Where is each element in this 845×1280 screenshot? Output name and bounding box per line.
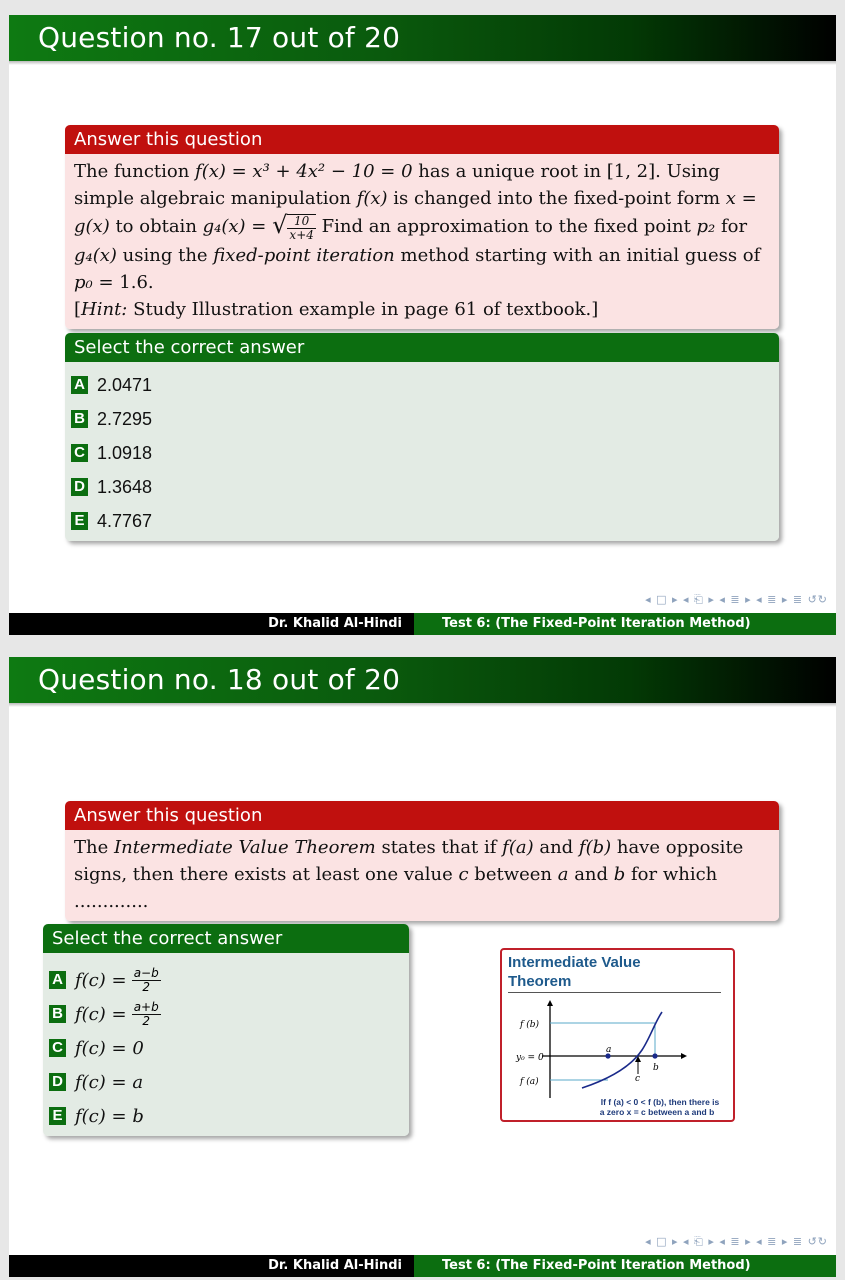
slide-title-bar bbox=[9, 657, 836, 703]
question-text-part: method starting with an initial guess of bbox=[394, 245, 761, 266]
option-value: f(c) = 0 bbox=[75, 1037, 144, 1059]
hint-text: Study Illustration example in page 61 of textbook.] bbox=[127, 299, 599, 320]
footer-test-title: Test 6: (The Fixed-Point Iteration Method) bbox=[414, 1255, 836, 1277]
slide-question-18 bbox=[9, 657, 836, 1277]
option-b[interactable] bbox=[71, 402, 779, 436]
option-a[interactable] bbox=[49, 963, 409, 997]
title-shadow bbox=[9, 61, 836, 65]
option-value: 2.7295 bbox=[97, 408, 153, 429]
question-heading: Answer this question bbox=[65, 801, 779, 830]
slide-footer bbox=[9, 1255, 836, 1277]
answer-heading: Select the correct answer bbox=[65, 333, 779, 362]
g4-lhs: g₄(x) = bbox=[202, 216, 267, 237]
figure-caption-line2: a zero x = c between a and b bbox=[599, 1107, 715, 1117]
slide-question-17 bbox=[9, 15, 836, 635]
question-text-part: between bbox=[468, 864, 558, 885]
option-value: 2.0471 bbox=[97, 374, 153, 395]
question-heading: Answer this question bbox=[65, 125, 779, 154]
option-d[interactable] bbox=[49, 1065, 409, 1099]
footer-author: Dr. Khalid Al-Hindi bbox=[9, 1255, 414, 1277]
label-b: b bbox=[653, 1063, 659, 1073]
fraction-denominator: x+4 bbox=[289, 228, 314, 242]
option-letter: E bbox=[49, 1107, 66, 1125]
y-axis-arrow bbox=[547, 1000, 553, 1006]
option-value: f(c) = b bbox=[75, 1105, 144, 1127]
fixed-point-form: x = g(x) bbox=[74, 188, 757, 237]
fb-symbol: f(b) bbox=[578, 837, 612, 858]
answer-heading: Select the correct answer bbox=[43, 924, 409, 953]
sqrt-symbol: √ bbox=[272, 211, 288, 239]
option-letter: D bbox=[71, 478, 88, 496]
fraction-numerator: 10 bbox=[287, 215, 315, 229]
option-c[interactable] bbox=[71, 436, 779, 470]
label-c: c bbox=[635, 1074, 641, 1084]
option-e[interactable] bbox=[71, 504, 779, 538]
question-text-part: for bbox=[715, 216, 748, 237]
fraction-numerator: a−b bbox=[133, 965, 159, 980]
question-text-part: = 1.6. bbox=[92, 272, 154, 293]
label-fa: f (a) bbox=[520, 1077, 539, 1087]
slide-title-bar bbox=[9, 15, 836, 61]
question-text-part: and bbox=[568, 864, 614, 885]
p2-symbol: p₂ bbox=[696, 216, 716, 237]
slide-footer bbox=[9, 613, 836, 635]
question-text bbox=[65, 830, 779, 921]
option-d[interactable] bbox=[71, 470, 779, 504]
question-block bbox=[65, 801, 779, 921]
option-letter: C bbox=[71, 444, 88, 462]
question-text-part: have opposite signs, then there exists at least one value bbox=[74, 837, 744, 885]
label-fb: f (b) bbox=[520, 1020, 539, 1030]
option-b[interactable] bbox=[49, 997, 409, 1031]
answer-options bbox=[65, 362, 779, 541]
question-text-part: and bbox=[533, 837, 579, 858]
option-letter: E bbox=[71, 512, 88, 530]
option-fraction bbox=[132, 967, 161, 994]
fraction-numerator: a+b bbox=[133, 999, 159, 1014]
beamer-navigation[interactable]: ◂ □ ▸ ◂ ⎗ ▸ ◂ ≣ ▸ ◂ ≣ ▸ ≣ ↺↻ bbox=[645, 1235, 828, 1248]
title-shadow bbox=[9, 703, 836, 707]
beamer-navigation[interactable]: ◂ □ ▸ ◂ ⎗ ▸ ◂ ≣ ▸ ◂ ≣ ▸ ≣ ↺↻ bbox=[645, 593, 828, 606]
option-value: f(c) = a bbox=[75, 1071, 144, 1093]
g4-symbol: g₄(x) bbox=[74, 245, 117, 266]
footer-author: Dr. Khalid Al-Hindi bbox=[9, 613, 414, 635]
option-a[interactable] bbox=[71, 368, 779, 402]
question-text-part: for which ............. bbox=[74, 864, 718, 912]
p0-symbol: p₀ bbox=[74, 272, 93, 293]
question-text bbox=[65, 154, 779, 329]
figure-caption-line1: If f (a) < 0 < f (b), then there is bbox=[600, 1097, 720, 1107]
answer-block bbox=[43, 924, 409, 1136]
option-value: 4.7767 bbox=[97, 510, 153, 531]
ivt-term: Intermediate Value Theorem bbox=[113, 837, 376, 858]
a-symbol: a bbox=[557, 864, 569, 885]
question-body bbox=[65, 830, 779, 921]
label-a: a bbox=[606, 1045, 612, 1055]
option-letter: D bbox=[49, 1073, 66, 1091]
sqrt-fraction bbox=[287, 214, 315, 242]
function-symbol: f(x) bbox=[356, 188, 388, 209]
option-letter: C bbox=[49, 1039, 66, 1057]
option-value: 1.3648 bbox=[97, 476, 153, 497]
fa-symbol: f(a) bbox=[502, 837, 534, 858]
option-lhs: f(c) = bbox=[75, 1003, 127, 1025]
option-letter: A bbox=[71, 376, 88, 394]
question-block bbox=[65, 125, 779, 329]
question-text-part: The bbox=[74, 837, 114, 858]
fraction-denominator: 2 bbox=[142, 979, 151, 994]
answer-block bbox=[65, 333, 779, 541]
point-b bbox=[652, 1053, 657, 1058]
option-letter: B bbox=[49, 1005, 66, 1023]
question-text-part: is changed into the fixed-point form bbox=[387, 188, 726, 209]
question-text-part: states that if bbox=[375, 837, 503, 858]
option-lhs: f(c) = bbox=[75, 969, 127, 991]
option-value: 1.0918 bbox=[97, 442, 153, 463]
b-symbol: b bbox=[613, 864, 626, 885]
sqrt-expression bbox=[272, 212, 316, 242]
x-axis-arrow bbox=[681, 1053, 687, 1059]
question-text-part: Find an approximation to the fixed point bbox=[315, 216, 697, 237]
ivt-graph bbox=[502, 950, 733, 1120]
ivt-figure bbox=[500, 948, 735, 1122]
figure-title-line: Intermediate Value bbox=[508, 954, 641, 971]
footer-test-title: Test 6: (The Fixed-Point Iteration Method) bbox=[414, 613, 836, 635]
question-text-part: using the bbox=[116, 245, 214, 266]
option-fraction bbox=[132, 1001, 161, 1028]
hint-bracket: [ bbox=[74, 299, 82, 320]
slide-title: Question no. 17 out of 20 bbox=[38, 21, 401, 54]
option-e[interactable] bbox=[49, 1099, 409, 1133]
slide-title: Question no. 18 out of 20 bbox=[38, 663, 401, 696]
option-letter: A bbox=[49, 971, 66, 989]
option-c[interactable] bbox=[49, 1031, 409, 1065]
answer-options bbox=[43, 953, 409, 1136]
hint-label: Hint: bbox=[81, 299, 128, 320]
label-y0: y₀ = 0 bbox=[516, 1053, 544, 1063]
question-text-part: to obtain bbox=[109, 216, 203, 237]
question-text-part: The function bbox=[74, 161, 196, 182]
option-letter: B bbox=[71, 410, 88, 428]
question-text-part: has a unique root in [1, 2]. Using simple algebraic manipulation bbox=[74, 161, 720, 209]
question-body bbox=[65, 154, 779, 329]
fixed-point-iteration-term: fixed-point iteration bbox=[213, 245, 395, 266]
figure-title-line: Theorem bbox=[508, 973, 572, 990]
c-symbol: c bbox=[458, 864, 469, 885]
fraction-denominator: 2 bbox=[142, 1013, 151, 1028]
function-definition: f(x) = x³ + 4x² − 10 = 0 bbox=[195, 161, 413, 182]
